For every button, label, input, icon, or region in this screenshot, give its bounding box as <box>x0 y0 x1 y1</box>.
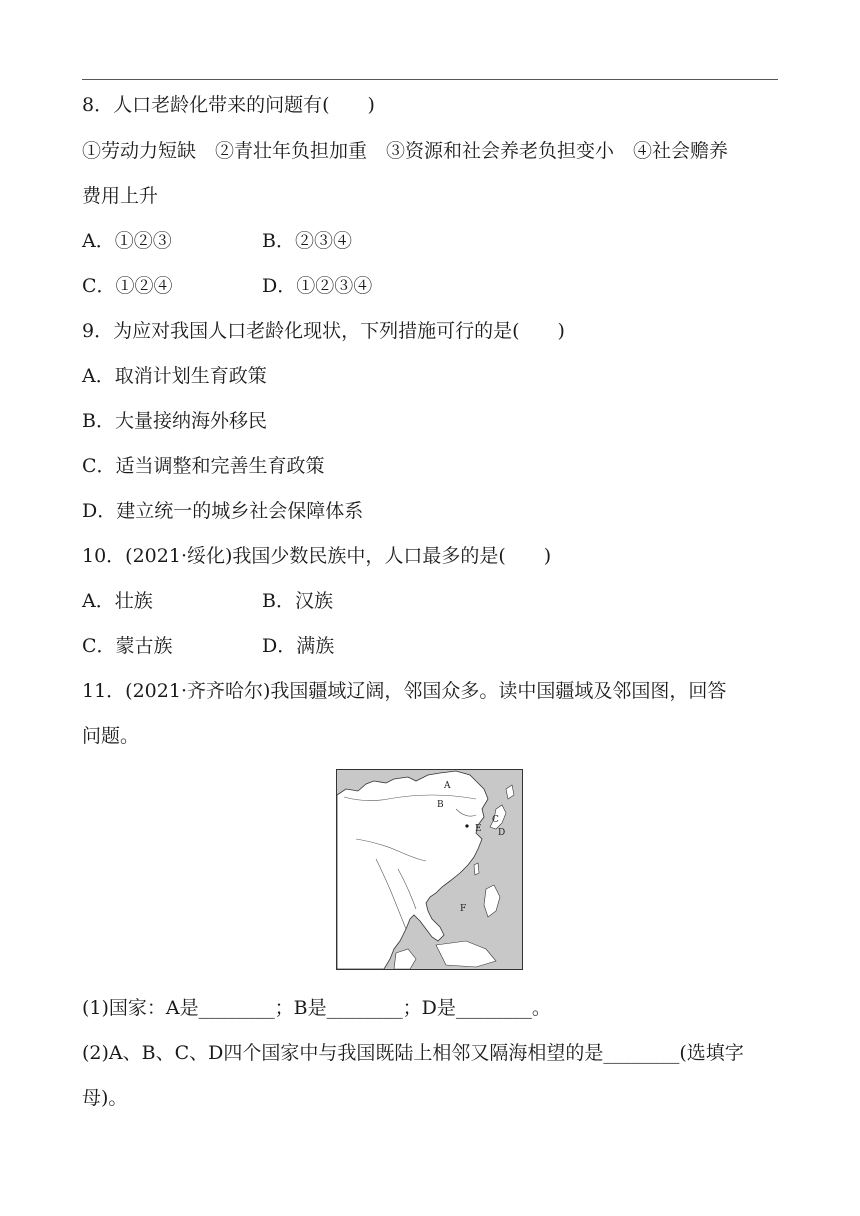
map-label-c: C <box>492 815 499 825</box>
q9-option-b: B．大量接纳海外移民 <box>82 410 267 432</box>
q10-option-b: B．汉族 <box>262 590 333 612</box>
q11-stem-line2: 问题。 <box>82 725 140 747</box>
taiwan-shape <box>474 863 479 875</box>
map-label-b: B <box>437 800 444 810</box>
q9-option-c: C．适当调整和完善生育政策 <box>82 455 325 477</box>
q10-option-a: A．壮族 <box>82 590 153 612</box>
q10-option-c: C．蒙古族 <box>82 635 173 657</box>
q11-sub2-line1: (2)A、B、C、D四个国家中与我国既陆上相邻又隔海相望的是________(选填字 <box>82 1042 744 1064</box>
map-label-e: E <box>475 824 482 834</box>
q8-option-a: A．①②③ <box>82 230 172 252</box>
q10-stem: 10．(2021·绥化)我国少数民族中，人口最多的是( ) <box>82 545 552 567</box>
q11-sub2-line2: 母)。 <box>82 1087 128 1109</box>
q9-option-d: D．建立统一的城乡社会保障体系 <box>82 500 364 522</box>
map-label-d: D <box>498 828 506 838</box>
q8-choices-line2: 费用上升 <box>82 185 159 207</box>
q8-option-d: D．①②③④ <box>262 275 373 297</box>
q11-stem-line1: 11．(2021·齐齐哈尔)我国疆域辽阔，邻国众多。读中国疆域及邻国图，回答 <box>82 680 727 702</box>
q11-sub1: (1)国家：A是________；B是________；D是________。 <box>82 997 551 1019</box>
china-neighbors-map <box>336 769 523 970</box>
q10-option-d: D．满族 <box>262 635 335 657</box>
q9-option-a: A．取消计划生育政策 <box>82 365 267 387</box>
q8-option-b: B．②③④ <box>262 230 352 252</box>
map-label-a: A <box>444 781 451 791</box>
q8-stem: 8．人口老龄化带来的问题有( ) <box>82 94 375 116</box>
q9-stem: 9．为应对我国人口老龄化现状，下列措施可行的是( ) <box>82 320 565 342</box>
q8-option-c: C．①②④ <box>82 275 173 297</box>
q8-choices-line1: ①劳动力短缺 ②青壮年负担加重 ③资源和社会养老负担变小 ④社会赡养 <box>82 140 729 162</box>
beijing-dot <box>465 824 468 827</box>
map-label-f: F <box>460 904 467 914</box>
header-rule <box>82 79 778 80</box>
